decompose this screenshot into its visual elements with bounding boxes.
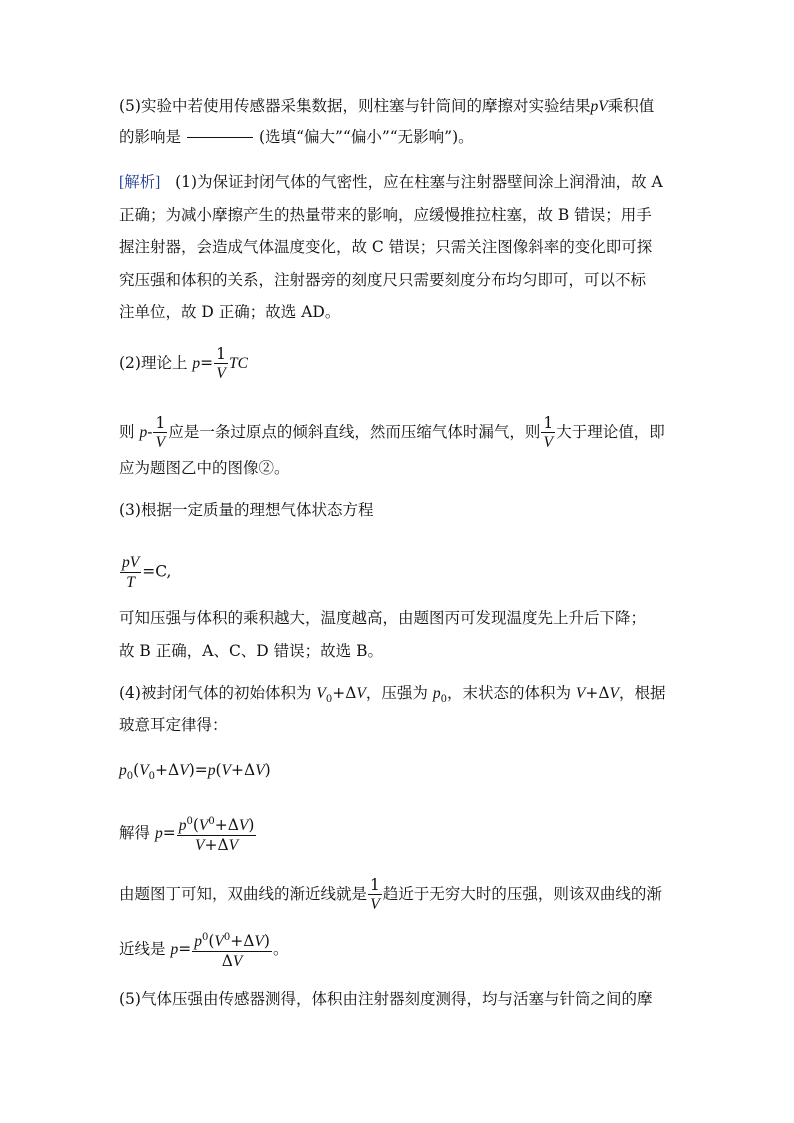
analysis-p1-line-1: [解析] (1)为保证封闭气体的气密性，应在柱塞与注射器壁间涂上润滑油，故 A <box>119 173 663 191</box>
analysis-p3-line-3: 可知压强与体积的乘积越大，温度越高，由题图丙可发现温度先上升后下降； <box>119 609 647 627</box>
analysis-p3-line-4: 故 B 正确，A、C、D 错误；故选 B。 <box>119 642 383 660</box>
question-5-line-1: (5)实验中若使用传感器采集数据，则柱塞与针筒间的摩擦对实验结果pV乘积值 <box>119 97 655 115</box>
analysis-p4-line-1: (4)被封闭气体的初始体积为 $V_0+\Delta V$，压强为 $p_0$，末状态的体积为 V+ΔV，根据 <box>119 684 666 706</box>
fraction-1-over-V: $\frac{1}{V}$ <box>370 876 380 913</box>
fraction-pV-over-T: $\frac{pV}{T}$ <box>122 554 140 591</box>
fraction-asymptote: $\frac{p^0(V^0+\Delta V)}{\Delta V}$ <box>192 929 272 971</box>
analysis-p5-line-1: (5)气体压强由传感器测得，体积由注射器刻度测得，均与活塞与针筒之间的摩 <box>119 990 653 1008</box>
fraction-1-over-V: $\frac{1}{V}$ <box>216 345 227 382</box>
question-5-line-2: 的影响是 (选填“偏大”“偏小”“无影响”)。 <box>119 128 474 146</box>
analysis-p3-equation: $\frac{pV}{T}$ =C, <box>122 554 172 591</box>
analysis-p1-line-2: 正确；为减小摩擦产生的热量带来的影响，应缓慢推拉柱塞，故 B 错误；用手 <box>119 206 652 224</box>
analysis-p1-line-4: 究压强和体积的关系，注射器旁的刻度尺只需要刻度分布均匀即可，可以不标 <box>119 271 647 289</box>
analysis-p2b-line-2: 应为题图乙中的图像②。 <box>119 459 290 477</box>
analysis-p2-formula: (2)理论上 p= $\frac{1}{V}$ TC <box>119 345 248 382</box>
analysis-p4-asymptote-line-1: 由题图丁可知，双曲线的渐近线就是 $\frac{1}{V}$ 趋近于无穷大时的压强，则该双曲线的渐 <box>119 876 662 913</box>
analysis-p4-solution: 解得 p= $\frac{p^0(V^0+\Delta V)}{V+\Delta V}$ <box>119 813 257 855</box>
analysis-tag: [解析] <box>119 174 161 191</box>
analysis-p4-boyle-equation: $p_0(V_0+\Delta V)=p(V+\Delta V)$ <box>119 761 271 783</box>
analysis-p1-line-5: 注单位，故 D 正确；故选 AD。 <box>119 303 341 321</box>
fraction-1-over-V: $\frac{1}{V}$ <box>543 414 554 451</box>
answer-blank[interactable] <box>187 137 253 138</box>
analysis-p1-line-3: 握注射器，会造成气体温度变化，故 C 错误；只需关注图像斜率的变化即可探 <box>119 238 653 256</box>
fraction-1-over-V: $\frac{1}{V}$ <box>155 414 166 451</box>
analysis-p4-line-2: 玻意耳定律得： <box>119 716 228 734</box>
analysis-p2b-line-1: 则 p- $\frac{1}{V}$ 应是一条过原点的倾斜直线，然而压缩气体时漏气，则 $\frac{1}{V}$ 大于理论值，即 <box>119 414 665 451</box>
analysis-p4-asymptote-line-2: 近线是 p= $\frac{p^0(V^0+\Delta V)}{\Delta V}$ 。 <box>119 929 288 971</box>
analysis-p3-line-1: (3)根据一定质量的理想气体状态方程 <box>119 501 374 519</box>
fraction-solution: $\frac{p^0(V^0+\Delta V)}{V+\Delta V}$ <box>177 813 257 855</box>
